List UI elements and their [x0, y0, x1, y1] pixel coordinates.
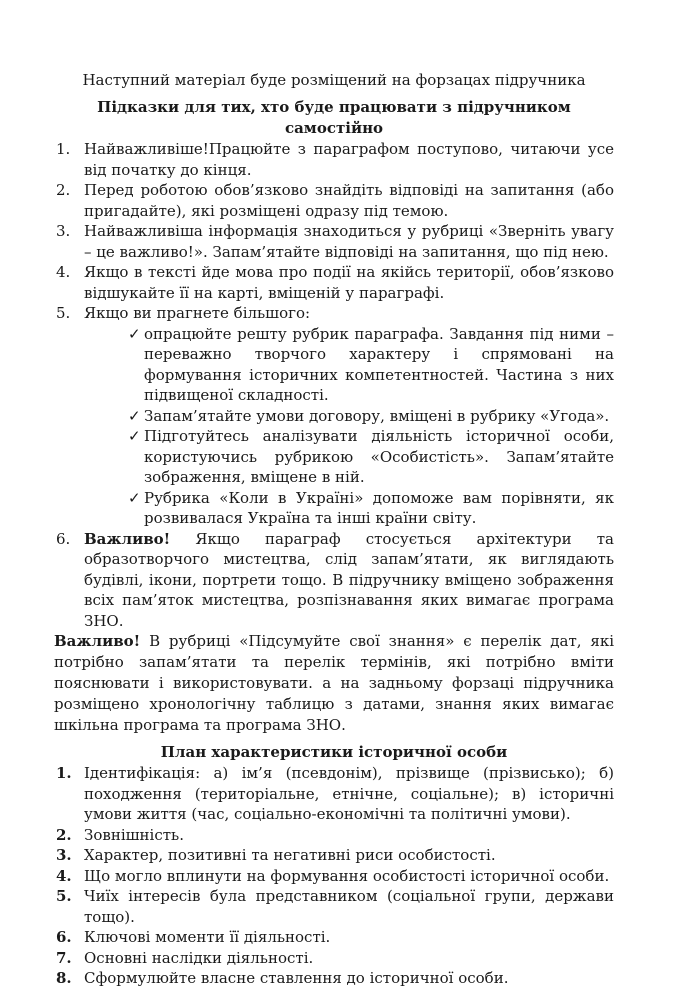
- hints-list: [54, 139, 614, 631]
- plan-item: 5. Чиїх інтересів була представником (соціальної групи, держави тощо).: [56, 887, 614, 926]
- hint-item: 4. Якщо в тексті йде мова про події на якійсь території, обов’язково відшукайте її на карті, вміщеній у параграфі.: [56, 263, 614, 302]
- check-list: [84, 324, 614, 529]
- plan-item: 7. Основні наслідки діяльності.: [56, 948, 314, 967]
- hint-item: 2. Перед роботою обов’язково знайдіть відповіді на запитання (або пригадайте), які розміщені одразу під темою.: [56, 181, 614, 220]
- plan-item: 3. Характер, позитивні та негативні риси особистості.: [56, 846, 496, 864]
- hint-item: 5. Якщо ви прагнете більшого: ✓ опрацюйте решту рубрик параграфа. Завдання під ними – переважно творчого характеру і спрямовані на формування історичних компетентностей. Частина з них підвищеної складності. ✓ Запам’ятайте умови договору, вміщені в рубрику «Угода». ✓ Підготуйтесь аналізувати діяльність історичної особи, користуючись рубрикою «Особистість». Запам’ятайте зображення, вміщене в ній. ✓ Рубрика «Коли в Україні» допоможе вам порівняти, як розвивалася Україна та інші країни світу.: [56, 304, 614, 527]
- plan-item: 2. Зовнішність.: [56, 825, 184, 844]
- check-icon: ✓: [128, 324, 141, 343]
- hint-item: 3. Найважливіша інформація знаходиться у рубриці «Зверніть увагу – це важливо!». Запам’ятайте відповіді на запитання, що під нею.: [56, 222, 614, 261]
- page-title: Наступний матеріал буде розміщений на форзацах підручника: [82, 71, 586, 89]
- plan-heading: План характеристики історичної особи: [160, 743, 508, 761]
- plan-item: 6. Ключові моменти її діяльності.: [56, 928, 331, 946]
- check-icon: ✓: [128, 488, 141, 507]
- hint-item: 1. Найважливіше!Працюйте з параграфом поступово, читаючи усе від початку до кінця.: [56, 140, 614, 179]
- important-note: Важливо! В рубриці «Підсумуйте свої знання» є перелік дат, які потрібно запам’ятати та перелік термінів, які потрібно вміти пояснювати і використовувати. а на задньому форзаці підручника розміщено хронологічну таблицю з датами, знання яких вимагає шкільна програма та програма ЗНО.: [54, 632, 614, 734]
- hint-item: 6. Важливо! Якщо параграф стосується архітектури та образотворчого мистецтва, слід запам’ятати, як виглядають будівлі, ікони, портрети тощо. В підручнику вміщено зображення всіх пам’яток мистецтва, розпізнавання яких вимагає програма ЗНО.: [56, 529, 614, 630]
- check-item: ✓ Рубрика «Коли в Україні» допоможе вам порівняти, як розвивалася Україна та інші країни світу.: [128, 488, 614, 527]
- plan-item: 1. Ідентифікація: а) ім’я (псевдонім), прізвище (прізвисько); б) походження (територіальне, етнічне, соціальне); в) історичні умови життя (час, соціально-економічні та політичні умови).: [56, 764, 614, 823]
- check-item: ✓ опрацюйте решту рубрик параграфа. Завдання під ними – переважно творчого характеру і спрямовані на формування історичних компетентностей. Частина з них підвищеної складності.: [128, 324, 614, 404]
- check-item: ✓ Підготуйтесь аналізувати діяльність історичної особи, користуючись рубрикою «Особистість». Запам’ятайте зображення, вміщене в ній.: [128, 427, 614, 486]
- plan-item: 4. Що могло вплинути на формування особистості історичної особи.: [56, 866, 610, 885]
- check-item: ✓ Запам’ятайте умови договору, вміщені в рубрику «Угода».: [128, 406, 610, 425]
- plan-list: [54, 763, 614, 989]
- plan-item: 8. Сформулюйте власне ставлення до історичної особи.: [56, 969, 509, 987]
- hints-heading: Підказки для тих, хто буде працювати з підручником самостійно: [97, 98, 571, 137]
- document-page: [54, 70, 614, 989]
- check-icon: ✓: [128, 406, 141, 425]
- check-icon: ✓: [128, 427, 141, 445]
